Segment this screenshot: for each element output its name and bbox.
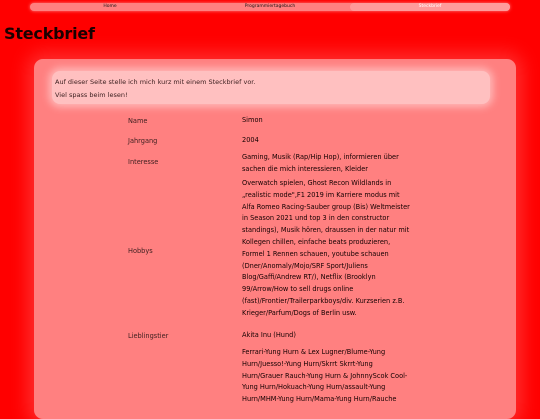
label-jahrgang: Jahrgang (128, 137, 158, 145)
value-lieblingsmusik: Ferrari-Yung Hurn & Lex Lugner/Blume-Yung Hurn/Juesso!-Yung Hurn/Skrrt Skrrt-Yung Hurn/Grauer Rauch-Yung Hurn & JohnnyScok Cool-Yung Hurn/Hokuach-Yung Hurn/assault-Yung Hurn/MHM-Yung Hurn/Mama-Yung Hurn/Rauche (242, 348, 408, 404)
value-hobbys: Overwatch spielen, Ghost Recon Wildlands in „realistic mode",F1 2019 im Karriere modus mit Alfa Romeo Racing-Sauber group (Bis) Weltmeister in Season 2021 und top 3 in den constructor standings), Musik hören, draussen in der natur mit Kollegen chillen, einfache beats produzieren, Formel 1 Rennen schauen, youtube schauen (Dner/Anomaly/Mojo/SRF Sport/Juliens Blog/Gaffi/Andrew RT/), Netflix (Brooklyn 99/Arrow/How to sell drugs online (fast)/Frontier/Trailerparkboys/div. Kurzserien z.B. Krieger/Parfum/Dogs of Berlin usw. (242, 179, 410, 317)
page-title: Steckbrief (4, 24, 95, 43)
value-lieblingstier: Akita Inu (Hund) (242, 331, 296, 339)
value-jahrgang: 2004 (242, 136, 259, 144)
label-interessen: Interesse (128, 158, 159, 166)
intro-text-line-2: Viel spass beim lesen! (55, 91, 128, 99)
label-hobbys: Hobbys (128, 247, 153, 255)
nav-item-steckbrief[interactable]: Steckbrief (350, 3, 510, 11)
intro-text-line-1: Auf dieser Seite stelle ich mich kurz mit einem Steckbrief vor. (55, 78, 256, 86)
top-navigation (30, 3, 510, 11)
intro-box (52, 71, 490, 104)
nav-item-home[interactable]: Home (103, 4, 117, 9)
value-interessen: Gaming, Musik (Rap/Hip Hop), informieren über sachen die mich interessieren, Kleider (242, 153, 399, 173)
value-name: Simon (242, 116, 263, 124)
label-lieblingstier: Lieblingstier (128, 332, 169, 340)
main-content-panel (34, 59, 516, 419)
nav-item-programmiertagebuch[interactable]: Programmiertagebuch (244, 4, 296, 9)
label-name: Name (128, 117, 148, 125)
